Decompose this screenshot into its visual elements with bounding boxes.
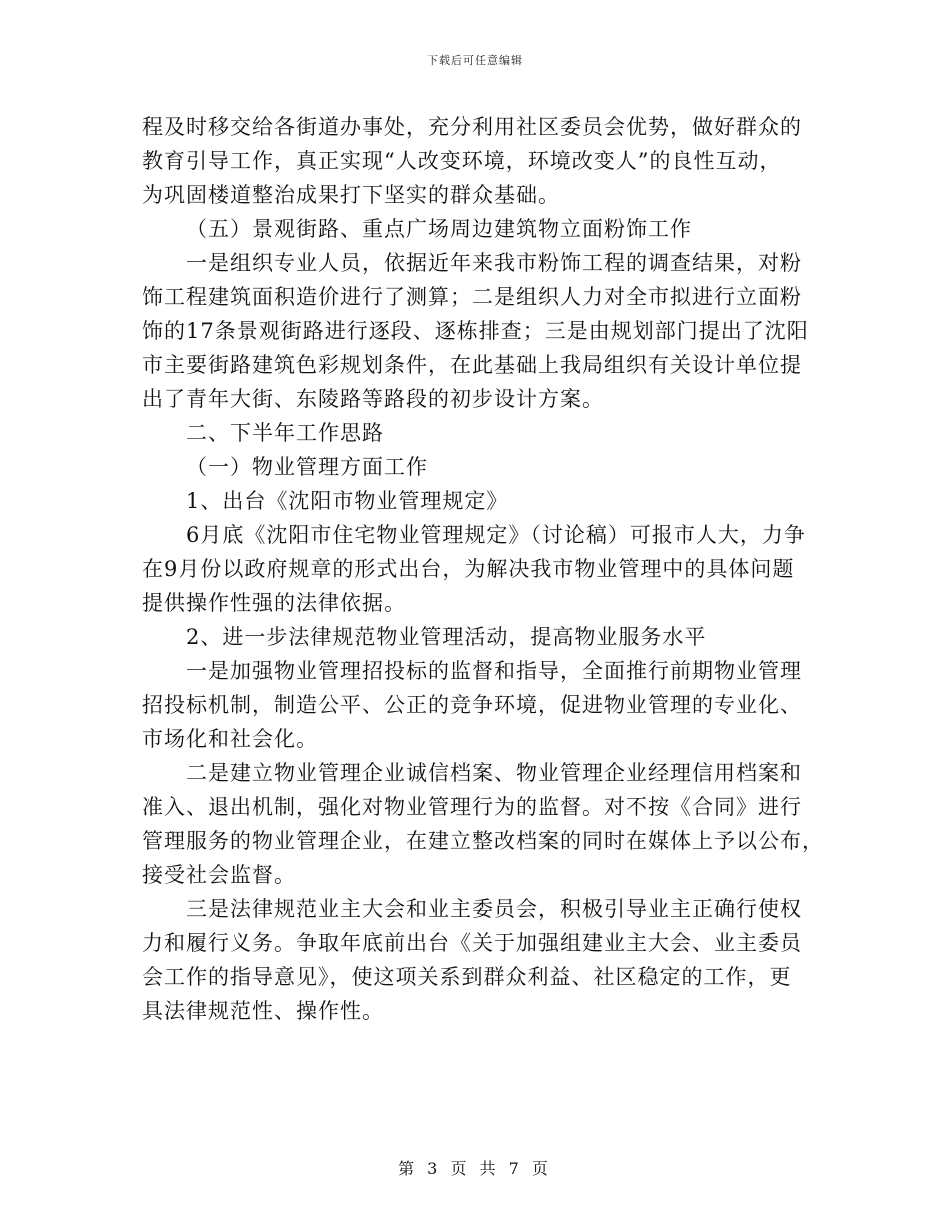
paragraph-line: 招投标机制，制造公平、公正的竞争环境，促进物业管理的专业化、 [142, 693, 802, 717]
paragraph-line: 力和履行义务。争取年底前出台《关于加强组建业主大会、业主委员 [142, 931, 802, 955]
section-heading: （一）物业管理方面工作 [186, 455, 428, 479]
paragraph-line: 程及时移交给各街道办事处，充分利用社区委员会优势，做好群众的 [142, 115, 802, 139]
paragraph-line: 具法律规范性、操作性。 [142, 999, 384, 1023]
paragraph-line: 二是建立物业管理企业诚信档案、物业管理企业经理信用档案和 [186, 761, 802, 785]
paragraph-line: 市主要街路建筑色彩规划条件，在此基础上我局组织有关设计单位提 [142, 353, 802, 377]
paragraph-line: 教育引导工作，真正实现“人改变环境，环境改变人”的良性互动， [142, 149, 782, 173]
paragraph-line: 接受社会监督。 [142, 863, 296, 887]
paragraph-line: 会工作的指导意见》，使这项关系到群众利益、社区稳定的工作，更 [142, 965, 792, 989]
section-heading: （五）景观街路、重点广场周边建筑物立面粉饰工作 [186, 217, 692, 241]
paragraph-line: 管理服务的物业管理企业，在建立整改档案的同时在媒体上予以公布， [142, 829, 824, 853]
paragraph-line: 市场化和社会化。 [142, 727, 318, 751]
page-number: 第 3 页 共 7 页 [398, 1159, 552, 1178]
paragraph-line: 为巩固楼道整治成果打下坚实的群众基础。 [142, 183, 560, 207]
paragraph-line: 6月底《沈阳市住宅物业管理规定》（讨论稿）可报市人大，力争 [186, 523, 806, 547]
document-body [142, 110, 824, 1028]
paragraph-line: 提供操作性强的法律依据。 [142, 591, 406, 615]
paragraph-line: 一是加强物业管理招投标的监督和指导，全面推行前期物业管理 [186, 659, 802, 683]
paragraph-line: 一是组织专业人员，依据近年来我市粉饰工程的调查结果，对粉 [186, 251, 802, 275]
paragraph-line: 准入、退出机制，强化对物业管理行为的监督。对不按《合同》进行 [142, 795, 802, 819]
paragraph-line: 三是法律规范业主大会和业主委员会，积极引导业主正确行使权 [186, 897, 802, 921]
paragraph-line: 饰工程建筑面积造价进行了测算；二是组织人力对全市拟进行立面粉 [142, 285, 802, 309]
section-heading: 1、出台《沈阳市物业管理规定》 [186, 489, 509, 513]
section-heading: 2、进一步法律规范物业管理活动，提高物业服务水平 [186, 625, 707, 649]
paragraph-line: 在9月份以政府规章的形式出台，为解决我市物业管理中的具体问题 [142, 557, 795, 581]
paragraph-line: 出了青年大街、东陵路等路段的初步设计方案。 [142, 387, 604, 411]
section-heading: 二、下半年工作思路 [186, 421, 384, 445]
page-header: 下载后可任意编辑 [427, 54, 523, 67]
paragraph-line: 饰的17条景观街路进行逐段、逐栋排查；三是由规划部门提出了沈阳 [142, 319, 809, 343]
